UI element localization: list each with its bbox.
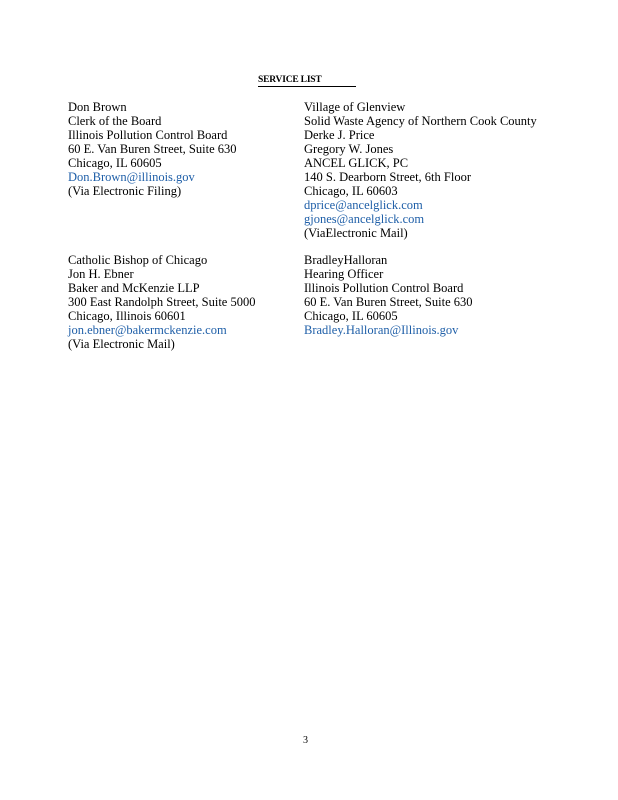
- recipient-street: 60 E. Van Buren Street, Suite 630: [304, 295, 473, 309]
- service-entry-catholic-bishop: [68, 253, 255, 351]
- service-method: (Via Electronic Filing): [68, 184, 182, 198]
- page-number: 3: [303, 735, 308, 746]
- service-entry-glenview: [304, 100, 537, 240]
- law-firm: ANCEL GLICK, PC: [304, 156, 409, 170]
- firm-street: 140 S. Dearborn Street, 6th Floor: [304, 170, 471, 184]
- recipient-title: Hearing Officer: [304, 267, 384, 281]
- firm-city: Chicago, IL 60603: [304, 184, 398, 198]
- attorney-name: Jon H. Ebner: [68, 267, 134, 281]
- party-agency: Solid Waste Agency of Northern Cook County: [304, 114, 537, 128]
- service-entry-clerk: [68, 100, 237, 198]
- recipient-name: Don Brown: [68, 100, 127, 114]
- service-method: (Via Electronic Mail): [68, 337, 175, 351]
- firm-street: 300 East Randolph Street, Suite 5000: [68, 295, 256, 309]
- service-method: (ViaElectronic Mail): [304, 226, 408, 240]
- attorney-name: Gregory W. Jones: [304, 142, 394, 156]
- recipient-city: Chicago, IL 60605: [304, 309, 398, 323]
- recipient-title: Clerk of the Board: [68, 114, 162, 128]
- recipient-organization: Illinois Pollution Control Board: [304, 281, 464, 295]
- recipient-email-link[interactable]: Bradley.Halloran@Illinois.gov: [304, 323, 459, 337]
- service-entry-hearing-officer: [304, 253, 473, 337]
- attorney-email-link[interactable]: gjones@ancelglick.com: [304, 212, 425, 226]
- party-name: Catholic Bishop of Chicago: [68, 253, 208, 267]
- law-firm: Baker and McKenzie LLP: [68, 281, 200, 295]
- recipient-email-link[interactable]: Don.Brown@illinois.gov: [68, 170, 195, 184]
- recipient-street: 60 E. Van Buren Street, Suite 630: [68, 142, 237, 156]
- recipient-organization: Illinois Pollution Control Board: [68, 128, 228, 142]
- recipient-city: Chicago, IL 60605: [68, 156, 162, 170]
- service-list-title: SERVICE LIST: [258, 74, 356, 87]
- party-name: Village of Glenview: [304, 100, 406, 114]
- attorney-name: Derke J. Price: [304, 128, 375, 142]
- attorney-email-link[interactable]: jon.ebner@bakermckenzie.com: [68, 323, 227, 337]
- attorney-email-link[interactable]: dprice@ancelglick.com: [304, 198, 423, 212]
- firm-city: Chicago, Illinois 60601: [68, 309, 186, 323]
- recipient-name: BradleyHalloran: [304, 253, 388, 267]
